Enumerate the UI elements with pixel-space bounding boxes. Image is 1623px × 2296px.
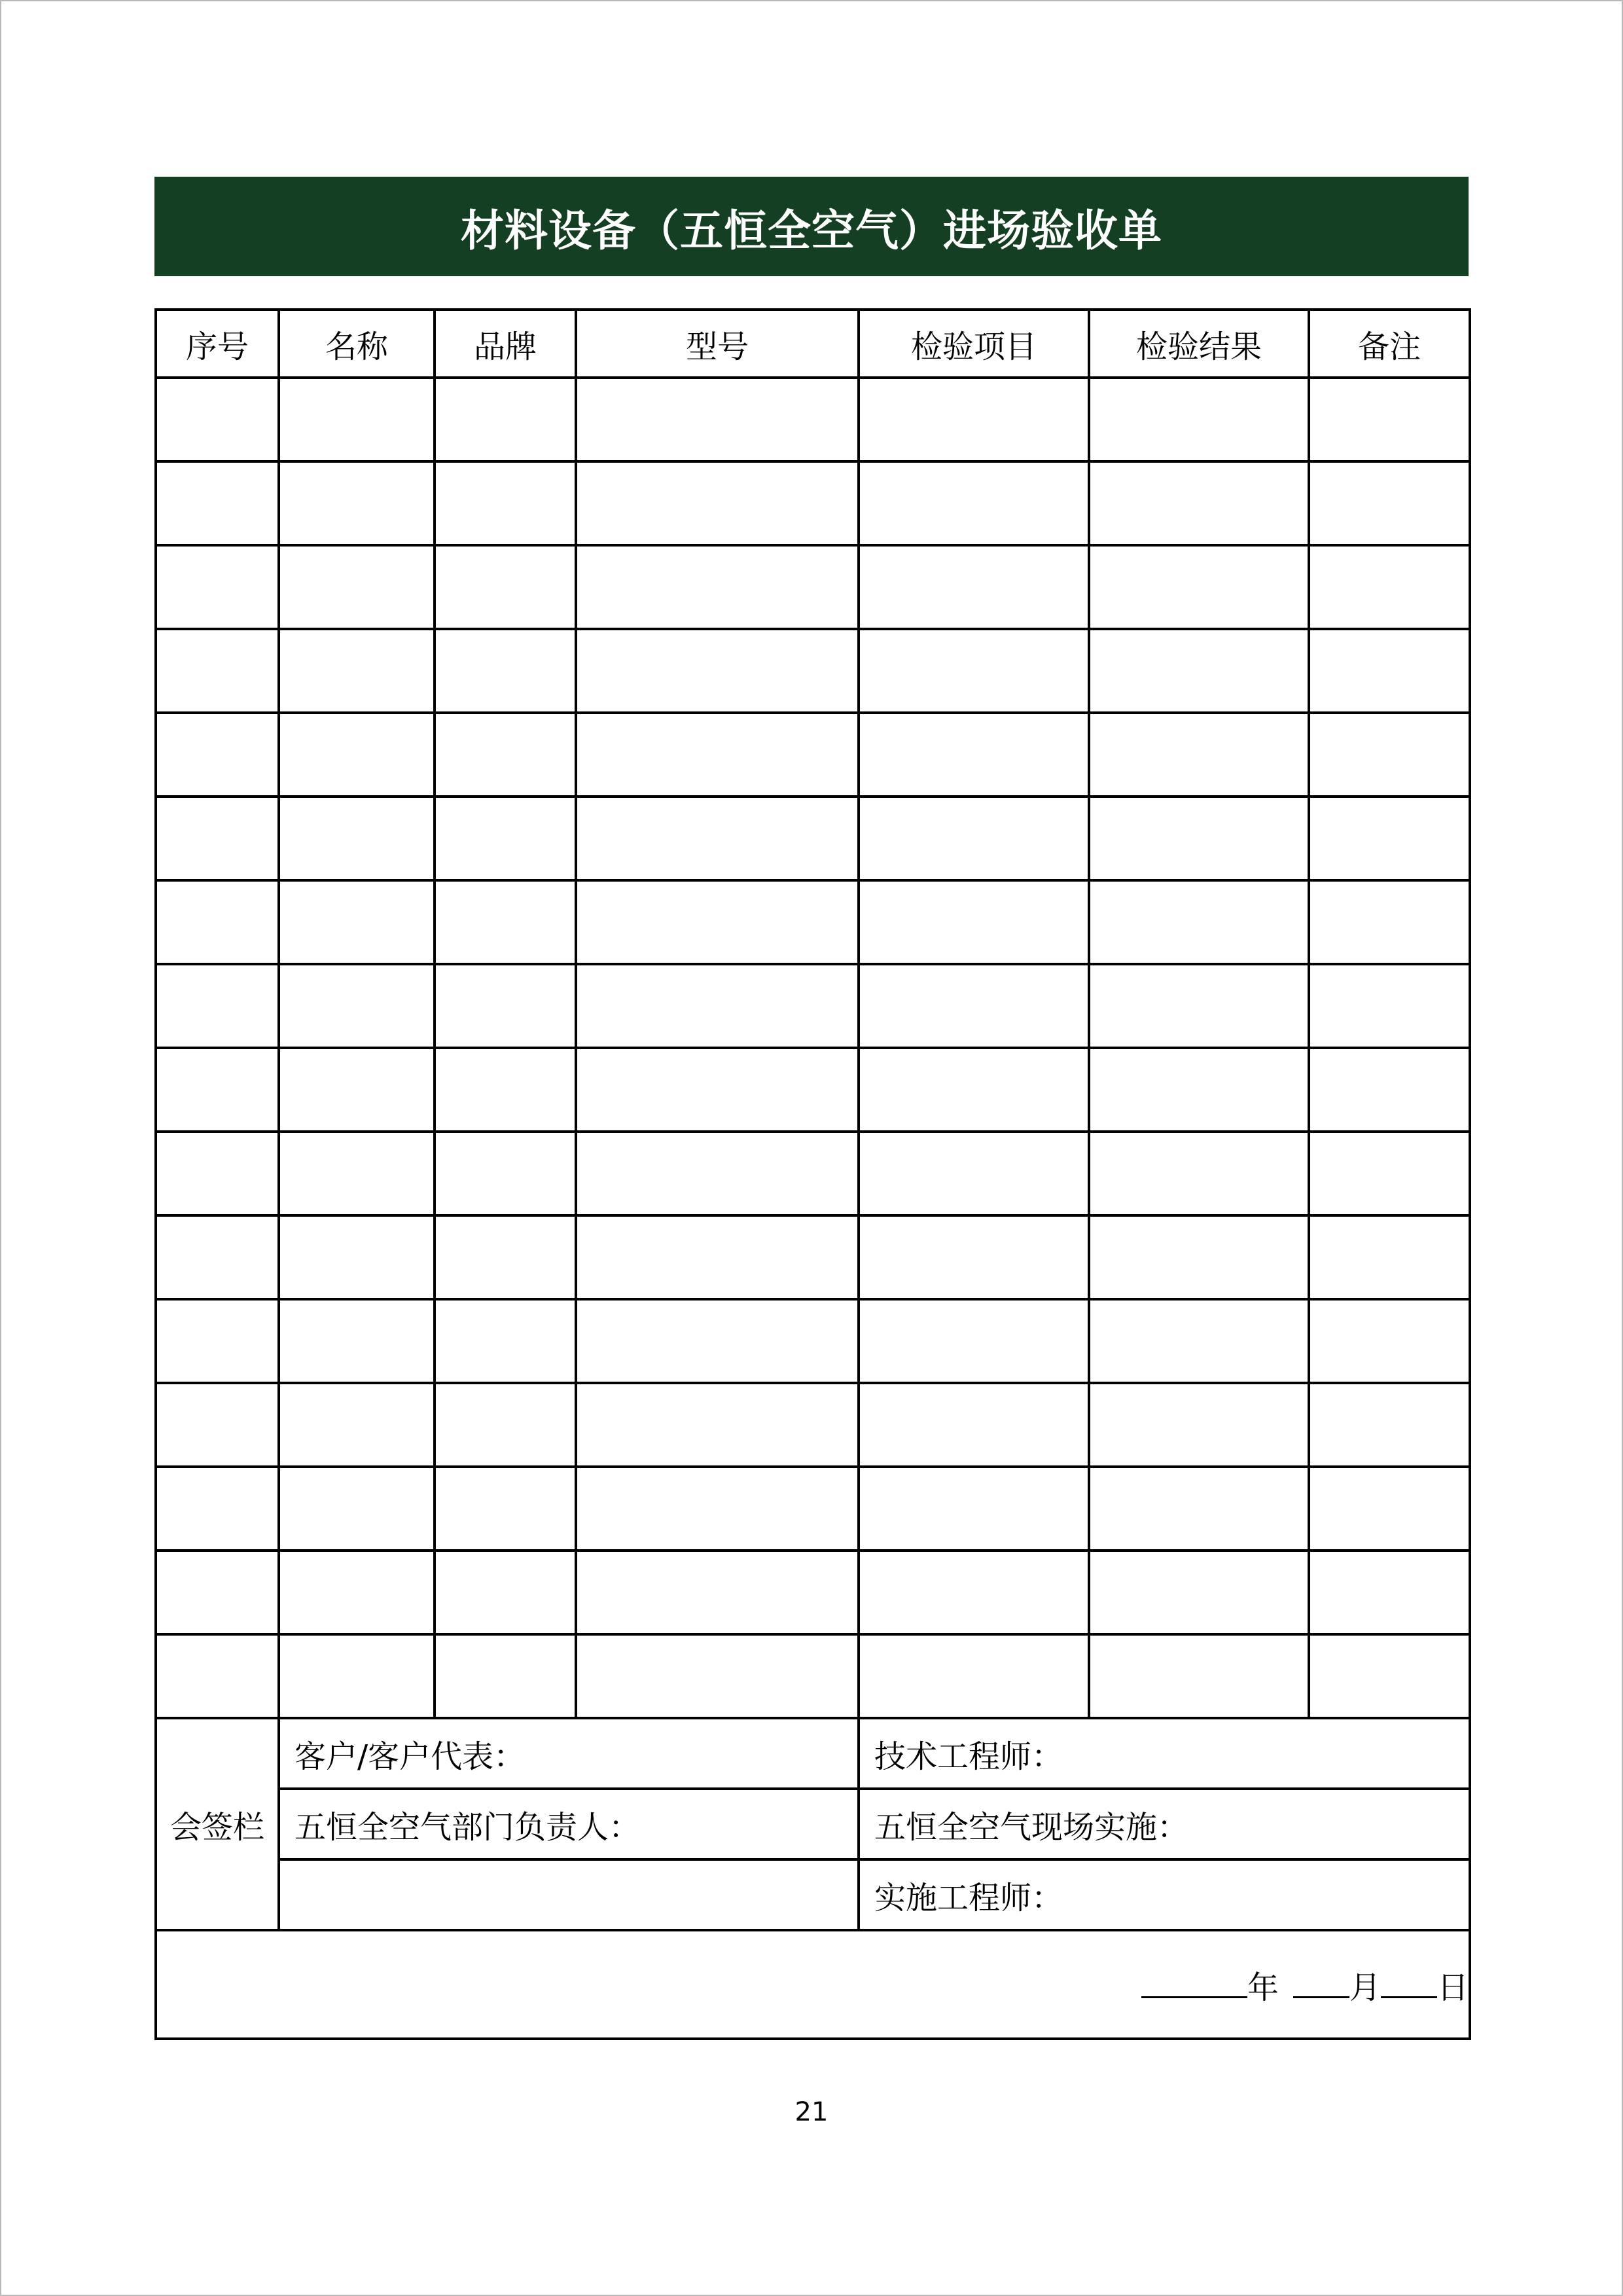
table-cell-model[interactable] (576, 1467, 859, 1551)
table-cell-inspection-result[interactable] (1089, 1551, 1309, 1634)
table-cell-inspection-result[interactable] (1089, 545, 1309, 629)
table-row (156, 1048, 1470, 1132)
table-cell-brand[interactable] (435, 1048, 576, 1132)
table-cell-remarks[interactable] (1309, 713, 1470, 797)
table-cell-inspection-item[interactable] (859, 713, 1089, 797)
table-row (156, 1132, 1470, 1215)
table-row (156, 1634, 1470, 1718)
header-cell-inspection-item: 检验项目 (859, 310, 1089, 378)
year-blank[interactable] (1141, 1966, 1247, 1998)
table-cell-serial[interactable] (156, 1634, 279, 1718)
page-number: 21 (794, 2097, 829, 2127)
signoff-row-2 (156, 1789, 1470, 1859)
impl-engineer-signature-field[interactable]: 实施工程师： (859, 1859, 1470, 1930)
table-cell-inspection-item[interactable] (859, 964, 1089, 1048)
table-cell-inspection-result[interactable] (1089, 1383, 1309, 1467)
table-cell-serial[interactable] (156, 545, 279, 629)
table-cell-name[interactable] (279, 1048, 435, 1132)
table-row (156, 880, 1470, 964)
dept-head-signature-field[interactable]: 五恒全空气部门负责人： (279, 1789, 859, 1859)
table-cell-inspection-item[interactable] (859, 1048, 1089, 1132)
month-label: 月 (1349, 1969, 1381, 2006)
table-cell-name[interactable] (279, 1299, 435, 1383)
table-cell-inspection-result[interactable] (1089, 1048, 1309, 1132)
table-cell-model[interactable] (576, 629, 859, 713)
table-cell-serial[interactable] (156, 1383, 279, 1467)
table-cell-serial[interactable] (156, 461, 279, 545)
signoff-row-1 (156, 1718, 1470, 1789)
table-cell-inspection-result[interactable] (1089, 1299, 1309, 1383)
table-cell-name[interactable] (279, 1132, 435, 1215)
tech-engineer-signature-field[interactable]: 技术工程师： (859, 1718, 1470, 1789)
table-cell-inspection-result[interactable] (1089, 880, 1309, 964)
table-cell-inspection-result[interactable] (1089, 461, 1309, 545)
table-cell-serial[interactable] (156, 880, 279, 964)
table-cell-serial[interactable] (156, 1132, 279, 1215)
table-cell-name[interactable] (279, 1215, 435, 1299)
table-cell-serial[interactable] (156, 964, 279, 1048)
header-cell-model: 型号 (576, 310, 859, 378)
table-cell-name[interactable] (279, 880, 435, 964)
table-row (156, 1467, 1470, 1551)
table-cell-inspection-item[interactable] (859, 461, 1089, 545)
table-cell-remarks[interactable] (1309, 1299, 1470, 1383)
table-cell-serial[interactable] (156, 1299, 279, 1383)
table-row (156, 378, 1470, 461)
table-cell-remarks[interactable] (1309, 1634, 1470, 1718)
header-cell-brand: 品牌 (435, 310, 576, 378)
table-cell-inspection-result[interactable] (1089, 1215, 1309, 1299)
signoff-label: 会签栏 (156, 1718, 279, 1930)
table-cell-remarks[interactable] (1309, 1551, 1470, 1634)
table-cell-model[interactable] (576, 1634, 859, 1718)
table-cell-model[interactable] (576, 545, 859, 629)
year-label: 年 (1247, 1969, 1279, 2006)
blank-signature-field[interactable] (279, 1859, 859, 1930)
table-cell-name[interactable] (279, 964, 435, 1048)
table-cell-remarks[interactable] (1309, 461, 1470, 545)
table-cell-inspection-result[interactable] (1089, 1634, 1309, 1718)
table-cell-model[interactable] (576, 378, 859, 461)
table-row (156, 1215, 1470, 1299)
table-cell-serial[interactable] (156, 713, 279, 797)
table-cell-name[interactable] (279, 629, 435, 713)
table-cell-inspection-item[interactable] (859, 1132, 1089, 1215)
header-cell-serial: 序号 (156, 310, 279, 378)
table-cell-inspection-item[interactable] (859, 1467, 1089, 1551)
table-cell-brand[interactable] (435, 713, 576, 797)
table-cell-inspection-item[interactable] (859, 880, 1089, 964)
table-row (156, 964, 1470, 1048)
customer-signature-field[interactable]: 客户/客户代表： (279, 1718, 859, 1789)
table-cell-model[interactable] (576, 713, 859, 797)
table-cell-serial[interactable] (156, 1048, 279, 1132)
table-cell-serial[interactable] (156, 378, 279, 461)
table-cell-name[interactable] (279, 378, 435, 461)
date-row (156, 1930, 1470, 2039)
table-row (156, 629, 1470, 713)
table-cell-brand[interactable] (435, 1215, 576, 1299)
table-cell-name[interactable] (279, 1551, 435, 1634)
table-cell-name[interactable] (279, 713, 435, 797)
table-cell-remarks[interactable] (1309, 964, 1470, 1048)
table-cell-inspection-item[interactable] (859, 797, 1089, 880)
table-cell-model[interactable] (576, 1132, 859, 1215)
month-blank[interactable] (1293, 1966, 1349, 1998)
table-cell-inspection-item[interactable] (859, 545, 1089, 629)
table-cell-inspection-item[interactable] (859, 1299, 1089, 1383)
table-cell-brand[interactable] (435, 1467, 576, 1551)
table-cell-remarks[interactable] (1309, 880, 1470, 964)
table-row (156, 797, 1470, 880)
table-cell-inspection-result[interactable] (1089, 713, 1309, 797)
table-row (156, 461, 1470, 545)
table-cell-serial[interactable] (156, 1467, 279, 1551)
table-cell-inspection-item[interactable] (859, 1383, 1089, 1467)
table-cell-model[interactable] (576, 964, 859, 1048)
table-cell-model[interactable] (576, 1551, 859, 1634)
table-cell-inspection-result[interactable] (1089, 964, 1309, 1048)
table-cell-remarks[interactable] (1309, 629, 1470, 713)
table-cell-model[interactable] (576, 1215, 859, 1299)
table-cell-remarks[interactable] (1309, 1467, 1470, 1551)
header-cell-name: 名称 (279, 310, 435, 378)
table-cell-name[interactable] (279, 1467, 435, 1551)
header-row (156, 310, 1470, 378)
table-row (156, 1383, 1470, 1467)
table-cell-remarks[interactable] (1309, 1383, 1470, 1467)
table-cell-inspection-item[interactable] (859, 1215, 1089, 1299)
table-row (156, 713, 1470, 797)
table-cell-model[interactable] (576, 1048, 859, 1132)
table-row (156, 1551, 1470, 1634)
table-cell-brand[interactable] (435, 964, 576, 1048)
header-cell-remarks: 备注 (1309, 310, 1470, 378)
table-cell-inspection-result[interactable] (1089, 1132, 1309, 1215)
table-cell-inspection-result[interactable] (1089, 629, 1309, 713)
table-cell-inspection-result[interactable] (1089, 797, 1309, 880)
table-cell-model[interactable] (576, 461, 859, 545)
date-cell (156, 1930, 1470, 2039)
table-cell-inspection-result[interactable] (1089, 378, 1309, 461)
table-cell-brand[interactable] (435, 1634, 576, 1718)
table-cell-model[interactable] (576, 1383, 859, 1467)
table-cell-inspection-item[interactable] (859, 378, 1089, 461)
table-cell-remarks[interactable] (1309, 1048, 1470, 1132)
table-cell-remarks[interactable] (1309, 1132, 1470, 1215)
site-impl-signature-field[interactable]: 五恒全空气现场实施： (859, 1789, 1470, 1859)
table-cell-inspection-item[interactable] (859, 1551, 1089, 1634)
table-cell-serial[interactable] (156, 797, 279, 880)
table-cell-serial[interactable] (156, 1551, 279, 1634)
table-cell-remarks[interactable] (1309, 1215, 1470, 1299)
day-blank[interactable] (1381, 1966, 1437, 1998)
table-cell-brand[interactable] (435, 545, 576, 629)
table-cell-remarks[interactable] (1309, 378, 1470, 461)
signoff-row-3 (156, 1859, 1470, 1930)
table-cell-brand[interactable] (435, 797, 576, 880)
table-cell-brand[interactable] (435, 1132, 576, 1215)
table-row (156, 545, 1470, 629)
table-cell-inspection-item[interactable] (859, 629, 1089, 713)
table-cell-model[interactable] (576, 1299, 859, 1383)
table-cell-brand[interactable] (435, 461, 576, 545)
title-banner (154, 177, 1469, 276)
table-cell-serial[interactable] (156, 1215, 279, 1299)
table-cell-brand[interactable] (435, 1383, 576, 1467)
table-cell-remarks[interactable] (1309, 797, 1470, 880)
table-cell-brand[interactable] (435, 880, 576, 964)
table-cell-inspection-result[interactable] (1089, 1467, 1309, 1551)
table-cell-inspection-item[interactable] (859, 1634, 1089, 1718)
table-cell-brand[interactable] (435, 378, 576, 461)
table-cell-model[interactable] (576, 797, 859, 880)
table-cell-brand[interactable] (435, 1551, 576, 1634)
table-cell-brand[interactable] (435, 629, 576, 713)
table-row (156, 1299, 1470, 1383)
table-cell-brand[interactable] (435, 1299, 576, 1383)
table-cell-name[interactable] (279, 1383, 435, 1467)
day-label: 日 (1436, 1969, 1469, 2006)
table-cell-serial[interactable] (156, 629, 279, 713)
table-cell-name[interactable] (279, 545, 435, 629)
header-cell-inspection-result: 检验结果 (1089, 310, 1309, 378)
table-cell-remarks[interactable] (1309, 545, 1470, 629)
acceptance-table (154, 308, 1471, 2040)
table-cell-name[interactable] (279, 797, 435, 880)
table-cell-name[interactable] (279, 461, 435, 545)
form-title: 材料设备（五恒全空气）进场验收单 (461, 205, 1162, 256)
table-cell-name[interactable] (279, 1634, 435, 1718)
table-cell-model[interactable] (576, 880, 859, 964)
